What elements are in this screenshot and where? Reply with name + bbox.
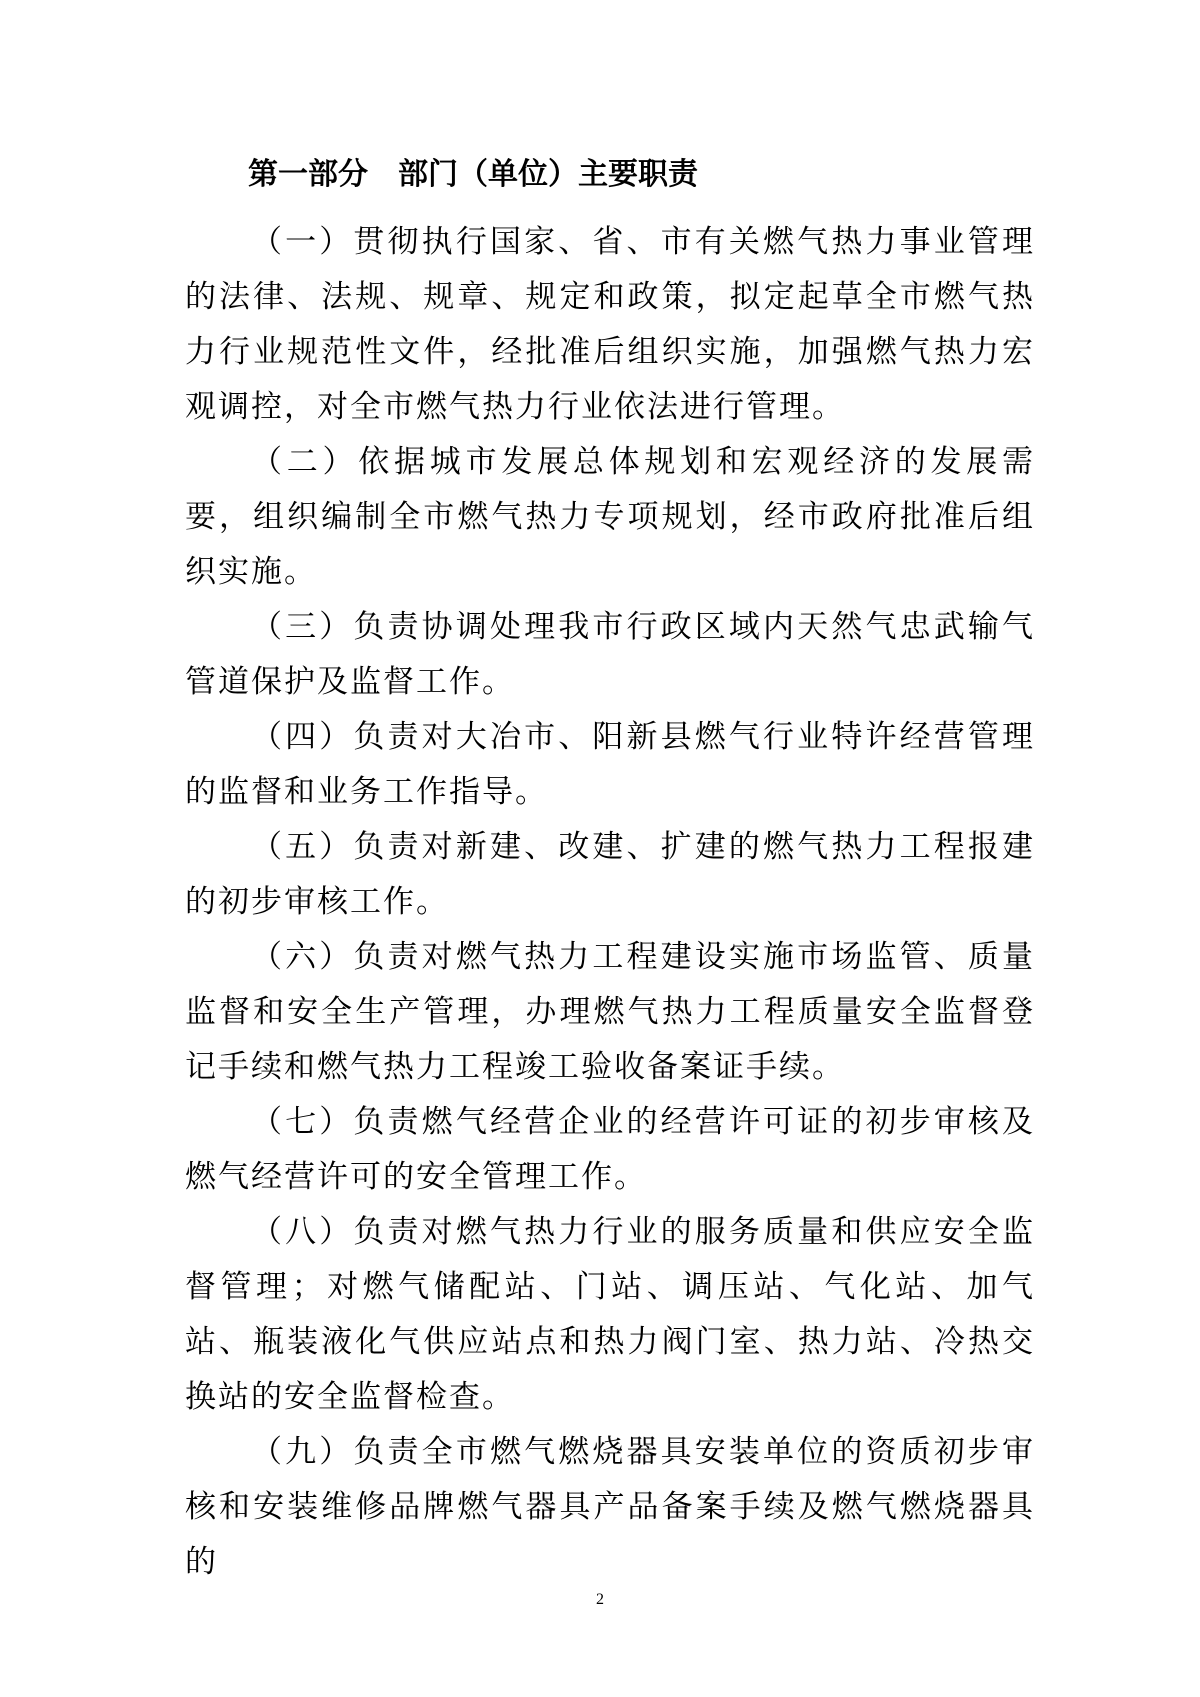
paragraph-7: （七）负责燃气经营企业的经营许可证的初步审核及燃气经营许可的安全管理工作。	[185, 1104, 1035, 1195]
page-number: 2	[596, 1591, 604, 1608]
paragraph-4: （四）负责对大冶市、阳新县燃气行业特许经营管理的监督和业务工作指导。	[185, 719, 1035, 810]
paragraph-2: （二）依据城市发展总体规划和宏观经济的发展需要，组织编制全市燃气热力专项规划，经市政府批准后组织实施。	[185, 444, 1035, 590]
section-heading: 第一部分 部门（单位）主要职责	[248, 157, 698, 192]
paragraph-8: （八）负责对燃气热力行业的服务质量和供应安全监督管理；对燃气储配站、门站、调压站、气化站、加气站、瓶装液化气供应站点和热力阀门室、热力站、冷热交换站的安全监督检查。	[185, 1214, 1035, 1415]
paragraph-3: （三）负责协调处理我市行政区域内天然气忠武输气管道保护及监督工作。	[185, 609, 1035, 700]
paragraph-6: （六）负责对燃气热力工程建设实施市场监管、质量监督和安全生产管理，办理燃气热力工程质量安全监督登记手续和燃气热力工程竣工验收备案证手续。	[185, 939, 1035, 1085]
body-text	[185, 215, 1035, 1590]
paragraph-1: （一）贯彻执行国家、省、市有关燃气热力事业管理的法律、法规、规章、规定和政策，拟定起草全市燃气热力行业规范性文件，经批准后组织实施，加强燃气热力宏观调控，对全市燃气热力行业依法进行管理。	[185, 224, 1035, 425]
paragraph-5: （五）负责对新建、改建、扩建的燃气热力工程报建的初步审核工作。	[185, 829, 1035, 920]
paragraph-9: （九）负责全市燃气燃烧器具安装单位的资质初步审核和安装维修品牌燃气器具产品备案手续及燃气燃烧器具的	[185, 1434, 1035, 1580]
